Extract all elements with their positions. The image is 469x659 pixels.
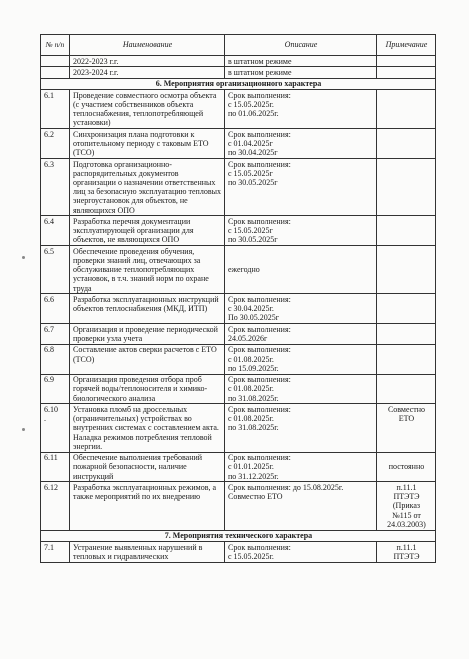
row-name: Организация и проведение периодической проверки узла учета bbox=[70, 324, 225, 345]
row-note bbox=[377, 216, 436, 246]
row-description: Срок выполнения: с 01.01.2025г. по 31.12.2025г. bbox=[225, 452, 377, 482]
row-description: Срок выполнения: с 30.04.2025г. По 30.05.2025г bbox=[225, 294, 377, 324]
table-body bbox=[41, 56, 436, 563]
section-title: 6. Мероприятия организационного характера bbox=[41, 78, 436, 89]
row-note bbox=[377, 344, 436, 374]
row-number: 6.7 bbox=[41, 324, 70, 345]
row-description: Срок выполнения: с 15.05.2025г по 30.05.2025г bbox=[225, 216, 377, 246]
section-header-row bbox=[41, 78, 436, 89]
table-row bbox=[41, 129, 436, 159]
row-note bbox=[377, 294, 436, 324]
table-row bbox=[41, 482, 436, 530]
row-number: 6.1 bbox=[41, 90, 70, 129]
row-note bbox=[377, 56, 436, 67]
row-note: п.11.1 ПТЭТЭ (Приказ №115 от 24.03.2003) bbox=[377, 482, 436, 530]
header-name: Наименование bbox=[70, 35, 225, 56]
table-row bbox=[41, 541, 436, 562]
row-name: Обеспечение выполнения требований пожарной безопасности, наличие инструкций bbox=[70, 452, 225, 482]
section-title: 7. Мероприятия технического характера bbox=[41, 530, 436, 541]
row-number: 6.11 bbox=[41, 452, 70, 482]
table-row bbox=[41, 344, 436, 374]
row-note: п.11.1 ПТЭТЭ bbox=[377, 541, 436, 562]
row-note bbox=[377, 158, 436, 215]
row-number: 6.8 bbox=[41, 344, 70, 374]
row-note bbox=[377, 129, 436, 159]
table-row bbox=[41, 216, 436, 246]
row-description: Срок выполнения: до 15.08.2025г. Совместно ЕТО bbox=[225, 482, 377, 530]
table-row bbox=[41, 452, 436, 482]
row-description: Срок выполнения: с 01.08.2025г. по 31.08.2025г. bbox=[225, 374, 377, 404]
header-note: Примечание bbox=[377, 35, 436, 56]
row-note: Совместно ЕТО bbox=[377, 404, 436, 452]
table-row bbox=[41, 67, 436, 78]
header-num: № п/п bbox=[41, 35, 70, 56]
header-description: Описание bbox=[225, 35, 377, 56]
table-header-row bbox=[41, 35, 436, 56]
table-row bbox=[41, 246, 436, 294]
row-number bbox=[41, 56, 70, 67]
row-number bbox=[41, 67, 70, 78]
row-description: Срок выполнения: с 15.05.2025г. по 01.06.2025г. bbox=[225, 90, 377, 129]
row-number: 6.9 bbox=[41, 374, 70, 404]
scan-mark bbox=[22, 256, 25, 259]
row-name: Обеспечение проведения обучения, проверки знаний лиц, отвечающих за обслуживание теплопотребляющих установок, в т.ч. знаний норм по охране труда bbox=[70, 246, 225, 294]
table-row bbox=[41, 294, 436, 324]
measures-table bbox=[40, 34, 436, 563]
row-note bbox=[377, 246, 436, 294]
row-description: в штатном режиме bbox=[225, 67, 377, 78]
row-note: постоянно bbox=[377, 452, 436, 482]
row-name: 2023-2024 г.г. bbox=[70, 67, 225, 78]
row-note bbox=[377, 324, 436, 345]
section-header-row bbox=[41, 530, 436, 541]
row-number: 6.12 bbox=[41, 482, 70, 530]
row-name: Организация проведения отбора проб горячей воды/теплоносителя и химико-биологического анализа bbox=[70, 374, 225, 404]
row-name: Проведение совместного осмотра объекта (с участием собственников объекта теплоснабжения, теплопотребляющей установки) bbox=[70, 90, 225, 129]
row-name: Синхронизация плана подготовки к отопительному периоду с таковым ЕТО (ТСО) bbox=[70, 129, 225, 159]
row-description: в штатном режиме bbox=[225, 56, 377, 67]
row-name: Подготовка организационно-распорядительных документов организации о назначении ответственных лиц за безопасную эксплуатацию тепловых энергоустановок для объектов, не являющихся ОПО bbox=[70, 158, 225, 215]
table-row bbox=[41, 374, 436, 404]
row-name: Разработка эксплуатационных инструкций объектов теплоснабжения (МКД, ИТП) bbox=[70, 294, 225, 324]
row-number: 6.2 bbox=[41, 129, 70, 159]
row-description: Срок выполнения: с 15.05.2025г по 30.05.2025г bbox=[225, 158, 377, 215]
table-row bbox=[41, 404, 436, 452]
row-description: Срок выполнения: с 15.05.2025г. bbox=[225, 541, 377, 562]
row-number: 7.1 bbox=[41, 541, 70, 562]
row-description: ежегодно bbox=[225, 246, 377, 294]
table-row bbox=[41, 56, 436, 67]
row-number: 6.10 . bbox=[41, 404, 70, 452]
row-number: 6.5 bbox=[41, 246, 70, 294]
row-name: Устранение выявленных нарушений в тепловых и гидравлических bbox=[70, 541, 225, 562]
table-row bbox=[41, 158, 436, 215]
row-note bbox=[377, 374, 436, 404]
scan-mark bbox=[22, 428, 25, 431]
row-name: Разработка эксплуатационных режимов, а также мероприятий по их внедрению bbox=[70, 482, 225, 530]
row-number: 6.4 bbox=[41, 216, 70, 246]
row-number: 6.3 bbox=[41, 158, 70, 215]
row-description: Срок выполнения: с 01.08.2025г. по 15.09.2025г. bbox=[225, 344, 377, 374]
row-name: Составление актов сверки расчетов с ЕТО (ТСО) bbox=[70, 344, 225, 374]
row-description: Срок выполнения: с 01.04.2025г по 30.04.2025г bbox=[225, 129, 377, 159]
row-description: Срок выполнения: 24.05.2026г bbox=[225, 324, 377, 345]
row-note bbox=[377, 67, 436, 78]
table-row bbox=[41, 90, 436, 129]
row-name: Разработка перечня документации эксплуатирующей организации для объектов, не являющихся ОПО bbox=[70, 216, 225, 246]
row-note bbox=[377, 90, 436, 129]
row-number: 6.6 bbox=[41, 294, 70, 324]
table-row bbox=[41, 324, 436, 345]
row-description: Срок выполнения: с 01.08.2025г. по 31.08.2025г. bbox=[225, 404, 377, 452]
row-name: Установка пломб на дроссельных (ограничительных) устройствах во внутренних системах с составлением акта. Наладка режимов потребления тепловой энергии. bbox=[70, 404, 225, 452]
row-name: 2022-2023 г.г. bbox=[70, 56, 225, 67]
